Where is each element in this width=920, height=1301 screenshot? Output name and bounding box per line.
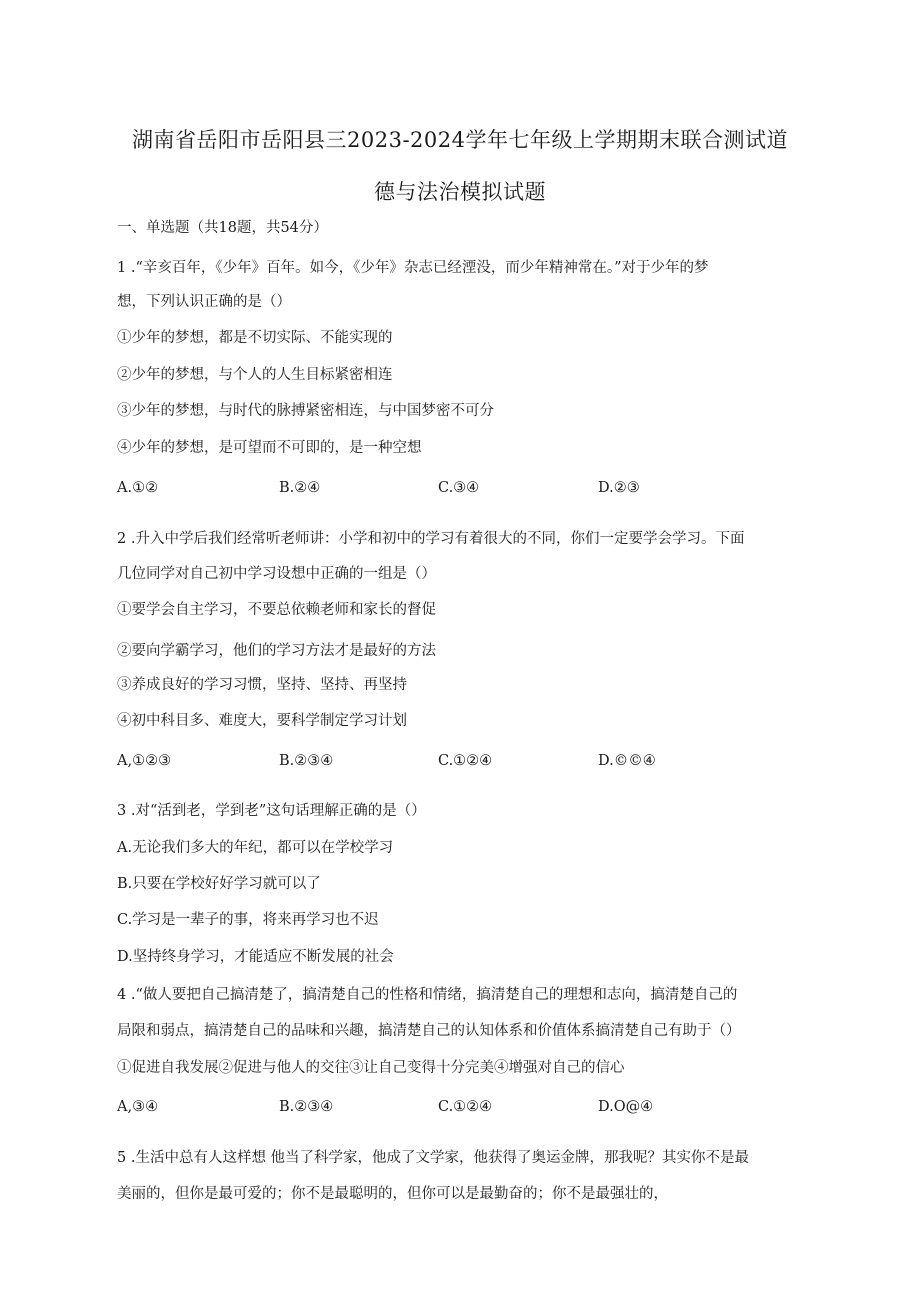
document-title-line-1: 湖南省岳阳市岳阳县三2023-2024学年七年级上学期期末联合测试道: [132, 128, 788, 152]
question-text: 想，下列认识正确的是（）: [117, 294, 291, 310]
statement: ③少年的梦想，与时代的脉搏紧密相连，与中国梦密不可分: [117, 403, 494, 419]
statement: ①要学会自主学习，不要总依赖老师和家长的督促: [117, 602, 436, 618]
option-b: B.②③④: [279, 1099, 334, 1115]
question-text: 1 .“辛亥百年，《少年》百年。如今，《少年》杂志已经湮没，而少年精神常在。”对于少年的梦: [117, 260, 709, 276]
document-title-line-2: 德与法治模拟试题: [374, 180, 546, 204]
statement: ①少年的梦想，都是不切实际、不能实现的: [117, 330, 393, 346]
question-text: 局限和弱点，搞清楚自己的品味和兴趣，搞清楚自己的认知体系和价值体系搞清楚自己有助于（）: [117, 1023, 741, 1039]
option-d: D.©©④: [598, 753, 656, 769]
question-text: 4 .“做人要把自己搞清楚了，搞清楚自己的性格和情绪，搞清楚自己的理想和志向，搞清楚自己的: [117, 987, 738, 1003]
option-b: B.②③④: [279, 753, 334, 769]
question-text: 2 .升入中学后我们经常听老师讲：小学和初中的学习有着很大的不同，你们一定要学会学习。下面: [117, 531, 745, 547]
statement: ④初中科目多、难度大，要科学制定学习计划: [117, 713, 407, 729]
option-a: A,①②③: [117, 753, 172, 769]
option-d: D.O@④: [598, 1099, 654, 1115]
option-c: C.①②④: [438, 753, 493, 769]
option-a: A,③④: [117, 1099, 159, 1115]
statement: ③养成良好的学习习惯，坚持、坚持、再坚持: [117, 677, 407, 693]
section-heading: 一、单选题（共18题，共54分）: [117, 220, 328, 236]
question-text: 3 .对“活到老，学到老”这句话理解正确的是（）: [117, 803, 426, 819]
option-a: A.①②: [117, 480, 159, 496]
question-text: 几位同学对自己初中学习设想中正确的一组是（）: [117, 566, 436, 582]
statement: ②要向学霸学习，他们的学习方法才是最好的方法: [117, 643, 436, 659]
question-text: 5 .生活中总有人这样想 他当了科学家，他成了文学家，他获得了奥运金牌，那我呢？其实你不是最: [117, 1150, 750, 1166]
statement: ④少年的梦想，是可望而不可即的，是一种空想: [117, 440, 422, 456]
option-b: B.②④: [279, 480, 321, 496]
option-a: A.无论我们多大的年纪，都可以在学校学习: [117, 840, 394, 856]
option-c: C.学习是一辈子的事，将来再学习也不迟: [117, 912, 379, 928]
option-d: D.坚持终身学习，才能适应不断发展的社会: [117, 949, 394, 965]
option-c: C.③④: [438, 480, 480, 496]
option-d: D.②③: [598, 480, 640, 496]
statement: ②少年的梦想，与个人的人生目标紧密相连: [117, 367, 393, 383]
option-c: C.①②④: [438, 1099, 493, 1115]
question-text: 美丽的，但你是最可爱的；你不是最聪明的，但你可以是最勤奋的；你不是最强壮的，: [117, 1186, 668, 1202]
option-b: B.只要在学校好好学习就可以了: [117, 876, 321, 892]
question-text: ①促进自我发展②促进与他人的交往③让自己变得十分完美④增强对自己的信心: [117, 1060, 625, 1076]
